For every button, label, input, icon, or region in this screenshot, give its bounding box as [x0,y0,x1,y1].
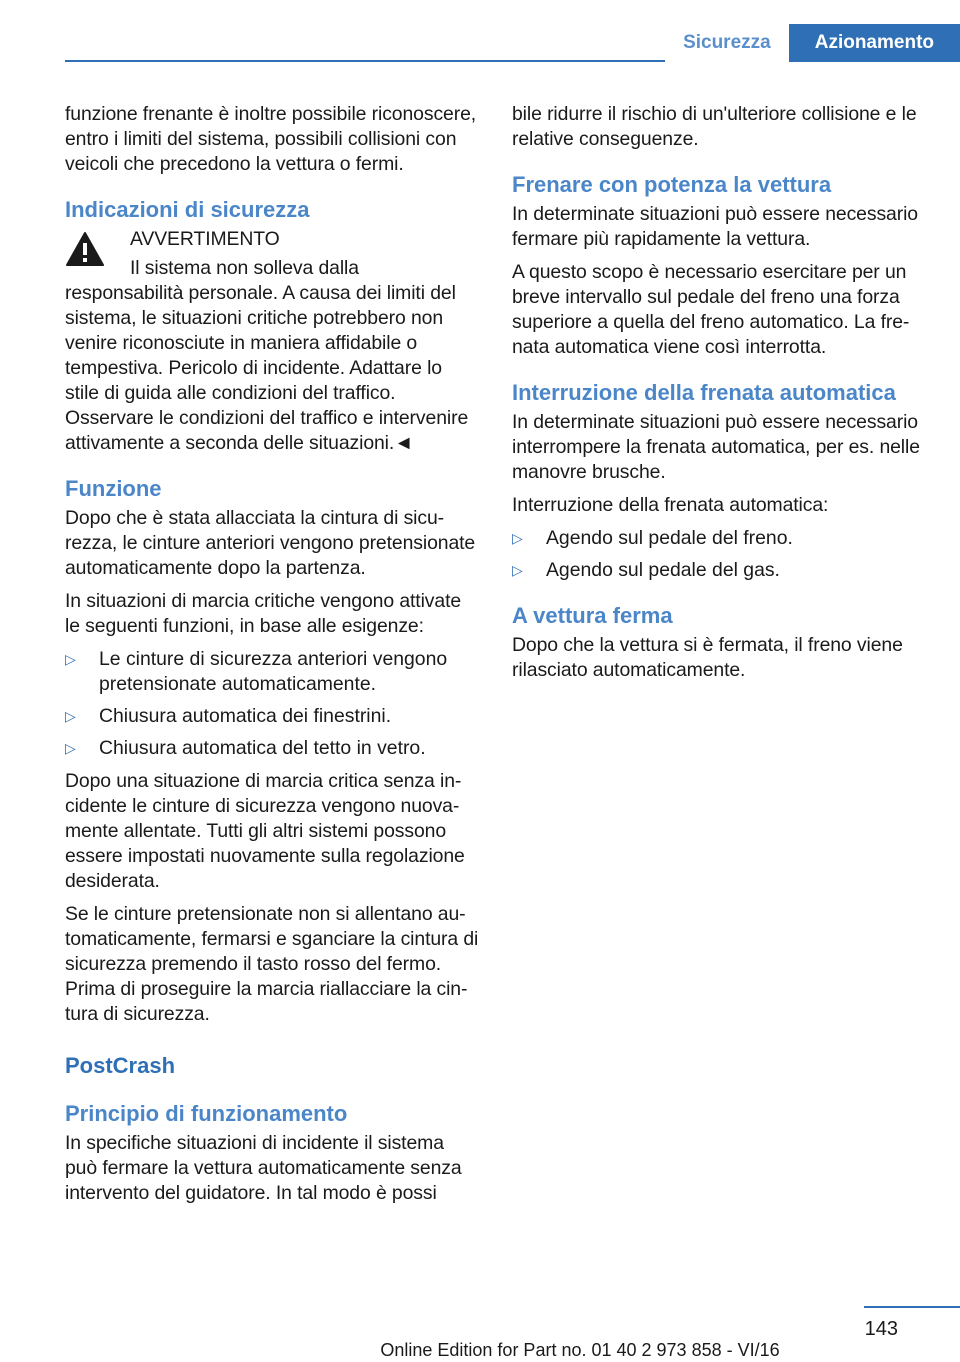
edition-footer: Online Edition for Part no. 01 40 2 973 858 - VI/16 [380,1340,780,1360]
heading-interrupt: Interruzione della frenata automatica [512,380,896,405]
bullet-icon: ▷ [65,651,76,667]
warning-block [65,227,480,456]
footer-rule [864,1306,960,1308]
paragraph-interrupt-2: Interruzione della frenata automatica: [512,494,829,516]
bullet-icon: ▷ [65,740,76,756]
heading-safety: Indicazioni di sicurezza [65,197,310,222]
paragraph-function-1: Dopo che è stata allacciata la cintura di sicurezza, le cinture anteriori vengono pretensionate automaticamente dopo la partenza. [65,507,476,579]
paragraph-function-2: In situazioni di marcia critiche vengono attivate le seguenti funzioni, in base alle esigenze: [65,590,462,637]
section-nav [665,24,960,62]
paragraph-principle: In specifiche situazioni di incidente il sistema può fermare la vettura automaticamente senza intervento del guidatore. In tal modo è possi [65,1132,462,1204]
paragraph-intro: funzione frenante è inoltre possibile riconoscere, entro i limiti del sistema, possibili collisioni con veicoli che precedono la vettura o fermi. [65,103,477,175]
function-list [65,647,480,761]
heading-stopped: A vettura ferma [512,603,673,628]
paragraph-interrupt-1: In determinate situazioni può essere necessario interrompere la frenata automatica, per es. nelle manovre brusche. [512,411,920,483]
list-item: ▷ Chiusura automatica dei finestrini. [65,705,392,727]
bullet-icon: ▷ [65,708,76,724]
list-item: ▷ Le cinture di sicurezza anteriori vengono pretensionate automaticamente. [65,648,448,695]
right-column [512,102,927,691]
paragraph-brake-2: A questo scopo è necessario esercitare per un breve intervallo sul pedale del freno una forza superiore a quella del freno automatico. La frenata automatica viene così interrotta. [512,261,910,358]
heading-principle: Principio di funzionamento [65,1101,348,1126]
bullet-icon: ▷ [512,562,523,578]
list-item: ▷ Agendo sul pedale del freno. [512,527,793,549]
paragraph-continued: bile ridurre il rischio di un'ulteriore collisione e le relative conseguenze. [512,103,917,150]
left-column [65,102,480,1214]
paragraph-after-1: Dopo una situazione di marcia critica senza incidente le cinture di sicurezza vengono nuovamente allentate. Tutti gli altri sistemi possono essere impostati nuovamente sulla regolazione desiderata. [65,770,465,892]
heading-function: Funzione [65,476,162,501]
paragraph-stopped: Dopo che la vettura si è fermata, il freno viene rilasciato automaticamente. [512,634,903,681]
heading-brake: Frenare con potenza la vettura [512,172,832,197]
interrupt-list [512,526,927,583]
warning-text: Il sistema non solleva dalla responsabilità personale. A causa dei limiti del sistema, le situazioni critiche potrebbero non venire riconosciute in maniera affidabile o tempestiva. Pericolo di incidente. Adattare lo stile di guida alle condizioni del traffico. Osservare le condizioni del traffico e intervenire attivamente a seconda delle situazioni.◄ [65,257,469,454]
list-item: ▷ Agendo sul pedale del gas. [512,559,780,581]
list-item: ▷ Chiusura automatica del tetto in vetro. [65,737,426,759]
tab-sicurezza[interactable]: Sicurezza [665,24,789,62]
warning-title: AVVERTIMENTO [130,228,280,250]
tab-azionamento[interactable]: Azionamento [789,24,960,62]
paragraph-brake-1: In determinate situazioni può essere necessario fermare più rapidamente la vettura. [512,203,918,250]
heading-postcrash: PostCrash [65,1053,176,1078]
page-number: 143 [864,1318,898,1340]
paragraph-after-2: Se le cinture pretensionate non si allentano automaticamente, fermarsi e sganciare la cintura di sicurezza premendo il tasto rosso del fermo. Prima di proseguire la marcia riallacciare la cintura di sicurezza. [65,903,479,1025]
bullet-icon: ▷ [512,530,523,546]
warning-triangle-icon [65,231,105,267]
